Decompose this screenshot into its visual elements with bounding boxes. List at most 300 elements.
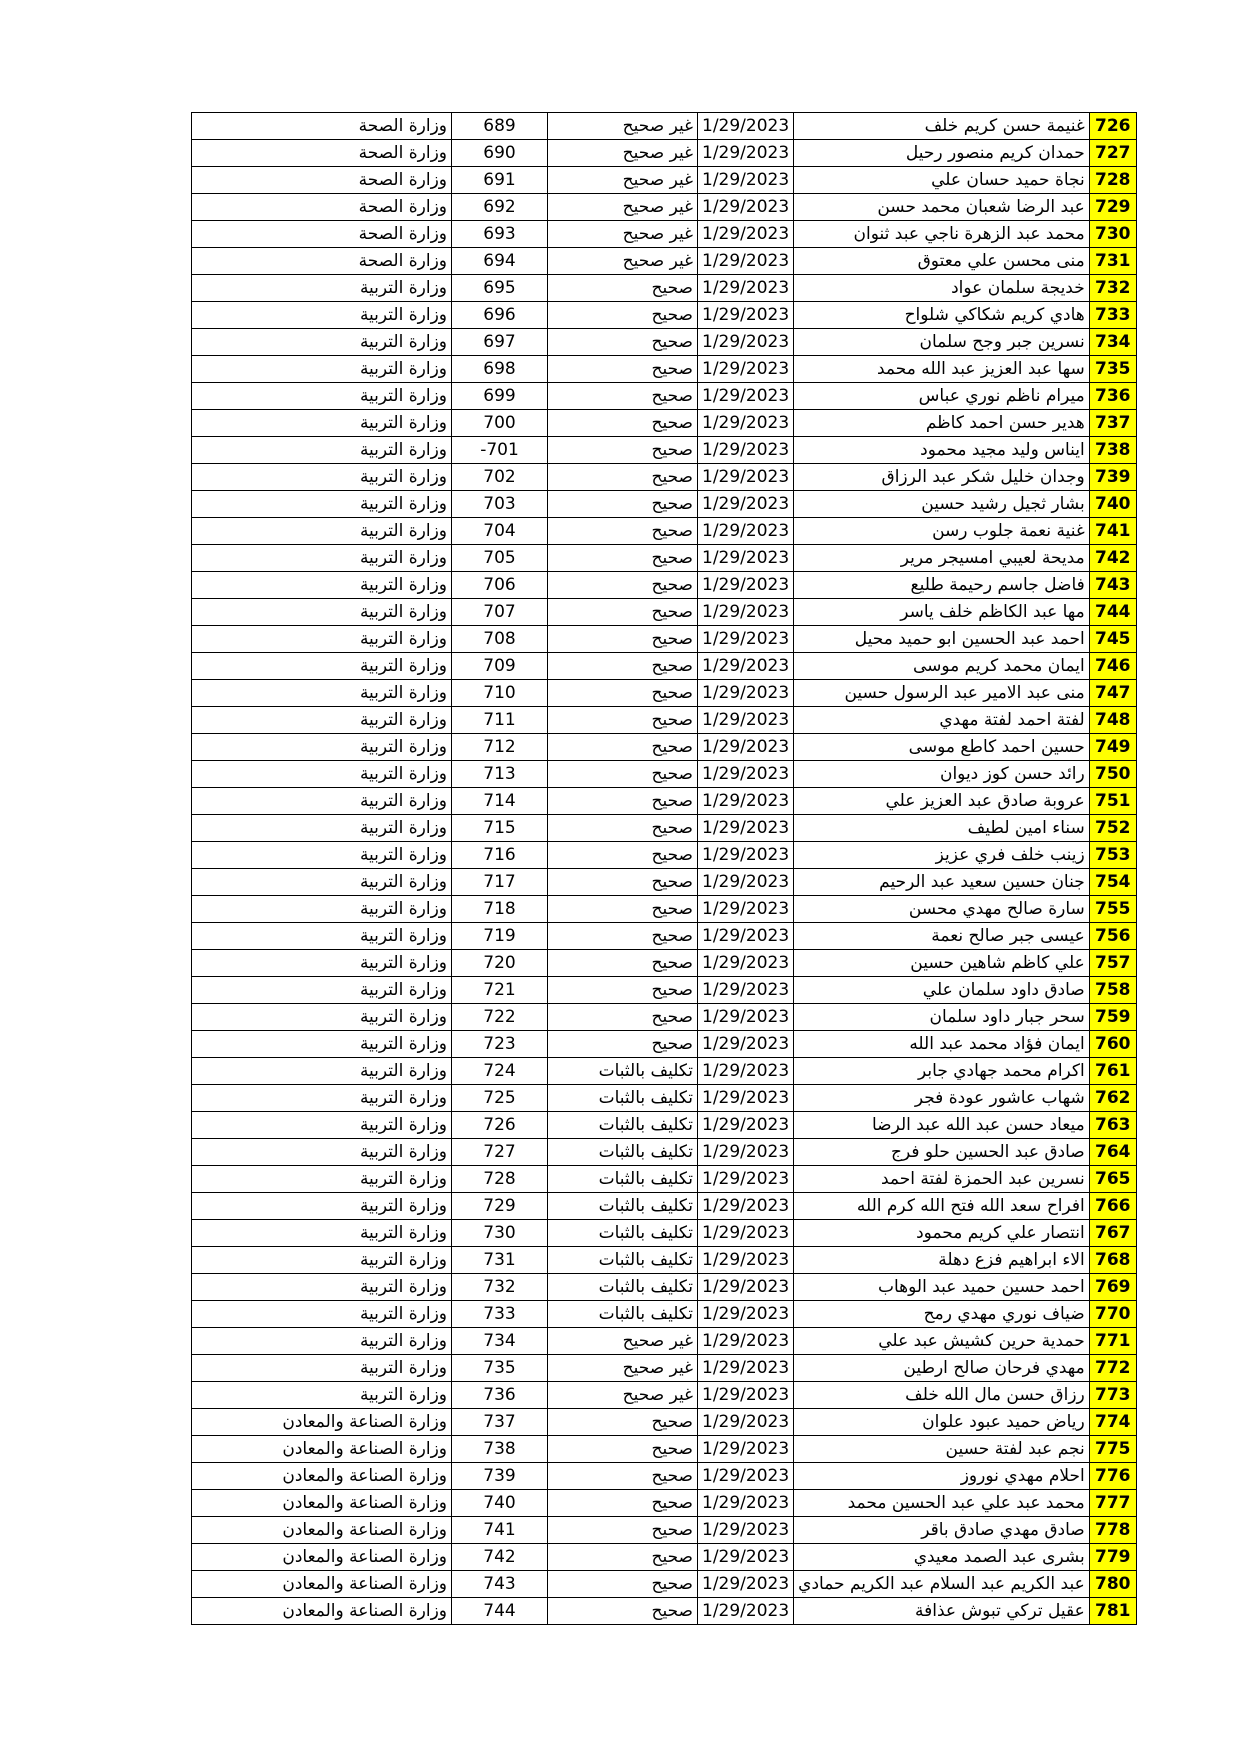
date-cell: 1/29/2023 — [698, 437, 794, 464]
table-row — [192, 977, 1137, 1004]
name-cell: ميعاد حسن عبد الله عبد الرضا — [794, 1112, 1090, 1139]
records-body — [192, 113, 1137, 1625]
number-cell: 734 — [452, 1328, 548, 1355]
number-cell: 744 — [452, 1598, 548, 1625]
table-row — [192, 491, 1137, 518]
number-cell: 737 — [452, 1409, 548, 1436]
table-row — [192, 572, 1137, 599]
ministry-cell: وزارة التربية — [192, 1166, 452, 1193]
status-cell: صحيح — [548, 356, 698, 383]
ministry-cell: وزارة الصناعة والمعادن — [192, 1436, 452, 1463]
number-cell: 718 — [452, 896, 548, 923]
ministry-cell: وزارة التربية — [192, 1382, 452, 1409]
ministry-cell: وزارة الصحة — [192, 194, 452, 221]
name-cell: حمدية حرين كشيش عبد علي — [794, 1328, 1090, 1355]
status-cell: تكليف بالثبات — [548, 1112, 698, 1139]
name-cell: رائد حسن كوز ديوان — [794, 761, 1090, 788]
table-row — [192, 167, 1137, 194]
ministry-cell: وزارة الصناعة والمعادن — [192, 1409, 452, 1436]
table-row — [192, 113, 1137, 140]
name-cell: حمدان كريم منصور رحيل — [794, 140, 1090, 167]
table-row — [192, 194, 1137, 221]
ministry-cell: وزارة التربية — [192, 1085, 452, 1112]
date-cell: 1/29/2023 — [698, 626, 794, 653]
name-cell: محمد عبد الزهرة ناجي عبد ثنوان — [794, 221, 1090, 248]
date-cell: 1/29/2023 — [698, 1031, 794, 1058]
sequence-cell: 732 — [1089, 275, 1136, 302]
date-cell: 1/29/2023 — [698, 1598, 794, 1625]
table-row — [192, 275, 1137, 302]
status-cell: غير صحيح — [548, 194, 698, 221]
status-cell: صحيح — [548, 545, 698, 572]
table-row — [192, 302, 1137, 329]
table-row — [192, 950, 1137, 977]
table-row — [192, 1301, 1137, 1328]
date-cell: 1/29/2023 — [698, 1571, 794, 1598]
number-cell: 727 — [452, 1139, 548, 1166]
name-cell: فاضل جاسم رحيمة طليع — [794, 572, 1090, 599]
table-row — [192, 788, 1137, 815]
table-row — [192, 815, 1137, 842]
ministry-cell: وزارة الصناعة والمعادن — [192, 1571, 452, 1598]
date-cell: 1/29/2023 — [698, 1301, 794, 1328]
sequence-cell: 781 — [1089, 1598, 1136, 1625]
number-cell: 694 — [452, 248, 548, 275]
table-row — [192, 437, 1137, 464]
status-cell: غير صحيح — [548, 113, 698, 140]
ministry-cell: وزارة التربية — [192, 1355, 452, 1382]
status-cell: تكليف بالثبات — [548, 1085, 698, 1112]
sequence-cell: 780 — [1089, 1571, 1136, 1598]
sequence-cell: 742 — [1089, 545, 1136, 572]
name-cell: ميرام ناظم نوري عباس — [794, 383, 1090, 410]
date-cell: 1/29/2023 — [698, 140, 794, 167]
sequence-cell: 745 — [1089, 626, 1136, 653]
date-cell: 1/29/2023 — [698, 761, 794, 788]
number-cell: 724 — [452, 1058, 548, 1085]
table-row — [192, 140, 1137, 167]
name-cell: ايمان فؤاد محمد عبد الله — [794, 1031, 1090, 1058]
status-cell: صحيح — [548, 1409, 698, 1436]
table-row — [192, 626, 1137, 653]
number-cell: 693 — [452, 221, 548, 248]
sequence-cell: 757 — [1089, 950, 1136, 977]
table-row — [192, 1193, 1137, 1220]
number-cell: 732 — [452, 1274, 548, 1301]
name-cell: منى محسن علي معتوق — [794, 248, 1090, 275]
number-cell: 695 — [452, 275, 548, 302]
table-row — [192, 221, 1137, 248]
ministry-cell: وزارة التربية — [192, 518, 452, 545]
number-cell: 713 — [452, 761, 548, 788]
name-cell: هدير حسن احمد كاظم — [794, 410, 1090, 437]
number-cell: 741 — [452, 1517, 548, 1544]
sequence-cell: 769 — [1089, 1274, 1136, 1301]
number-cell: 730 — [452, 1220, 548, 1247]
number-cell: 714 — [452, 788, 548, 815]
number-cell: 705 — [452, 545, 548, 572]
status-cell: صحيح — [548, 302, 698, 329]
ministry-cell: وزارة التربية — [192, 923, 452, 950]
name-cell: سها عبد العزيز عبد الله محمد — [794, 356, 1090, 383]
ministry-cell: وزارة التربية — [192, 680, 452, 707]
status-cell: صحيح — [548, 1517, 698, 1544]
number-cell: 696 — [452, 302, 548, 329]
sequence-cell: 774 — [1089, 1409, 1136, 1436]
date-cell: 1/29/2023 — [698, 1220, 794, 1247]
ministry-cell: وزارة التربية — [192, 329, 452, 356]
date-cell: 1/29/2023 — [698, 1382, 794, 1409]
table-row — [192, 248, 1137, 275]
ministry-cell: وزارة الصحة — [192, 113, 452, 140]
date-cell: 1/29/2023 — [698, 329, 794, 356]
name-cell: نجاة حميد حسان علي — [794, 167, 1090, 194]
date-cell: 1/29/2023 — [698, 950, 794, 977]
ministry-cell: وزارة الصحة — [192, 167, 452, 194]
date-cell: 1/29/2023 — [698, 1247, 794, 1274]
date-cell: 1/29/2023 — [698, 248, 794, 275]
ministry-cell: وزارة التربية — [192, 707, 452, 734]
number-cell: 720 — [452, 950, 548, 977]
ministry-cell: وزارة الصناعة والمعادن — [192, 1463, 452, 1490]
sequence-cell: 749 — [1089, 734, 1136, 761]
name-cell: صادق عبد الحسين حلو فرج — [794, 1139, 1090, 1166]
status-cell: تكليف بالثبات — [548, 1274, 698, 1301]
ministry-cell: وزارة التربية — [192, 599, 452, 626]
name-cell: صادق مهدي صادق باقر — [794, 1517, 1090, 1544]
status-cell: صحيح — [548, 275, 698, 302]
date-cell: 1/29/2023 — [698, 1085, 794, 1112]
name-cell: بشار ثجيل رشيد حسين — [794, 491, 1090, 518]
ministry-cell: وزارة التربية — [192, 1274, 452, 1301]
ministry-cell: وزارة التربية — [192, 653, 452, 680]
name-cell: وجدان خليل شكر عبد الرزاق — [794, 464, 1090, 491]
number-cell: 711 — [452, 707, 548, 734]
sequence-cell: 763 — [1089, 1112, 1136, 1139]
name-cell: سحر جبار داود سلمان — [794, 1004, 1090, 1031]
status-cell: تكليف بالثبات — [548, 1220, 698, 1247]
sequence-cell: 738 — [1089, 437, 1136, 464]
status-cell: صحيح — [548, 842, 698, 869]
ministry-cell: وزارة التربية — [192, 572, 452, 599]
date-cell: 1/29/2023 — [698, 1274, 794, 1301]
table-row — [192, 1031, 1137, 1058]
date-cell: 1/29/2023 — [698, 572, 794, 599]
number-cell: 704 — [452, 518, 548, 545]
sequence-cell: 762 — [1089, 1085, 1136, 1112]
table-row — [192, 1463, 1137, 1490]
ministry-cell: وزارة التربية — [192, 1193, 452, 1220]
name-cell: عبد الرضا شعبان محمد حسن — [794, 194, 1090, 221]
number-cell: 710 — [452, 680, 548, 707]
ministry-cell: وزارة التربية — [192, 545, 452, 572]
date-cell: 1/29/2023 — [698, 194, 794, 221]
ministry-cell: وزارة التربية — [192, 869, 452, 896]
date-cell: 1/29/2023 — [698, 1166, 794, 1193]
status-cell: صحيح — [548, 1490, 698, 1517]
name-cell: الاء ابراهيم فزع دهلة — [794, 1247, 1090, 1274]
sequence-cell: 751 — [1089, 788, 1136, 815]
sequence-cell: 758 — [1089, 977, 1136, 1004]
name-cell: نجم عبد لفتة حسين — [794, 1436, 1090, 1463]
date-cell: 1/29/2023 — [698, 896, 794, 923]
status-cell: صحيح — [548, 1571, 698, 1598]
number-cell: 721 — [452, 977, 548, 1004]
name-cell: بشرى عبد الصمد معيدي — [794, 1544, 1090, 1571]
ministry-cell: وزارة التربية — [192, 815, 452, 842]
date-cell: 1/29/2023 — [698, 518, 794, 545]
name-cell: مديحة لعيبي امسيجر مرير — [794, 545, 1090, 572]
name-cell: سناء امين لطيف — [794, 815, 1090, 842]
ministry-cell: وزارة التربية — [192, 1247, 452, 1274]
status-cell: صحيح — [548, 572, 698, 599]
name-cell: افراح سعد الله فتح الله كرم الله — [794, 1193, 1090, 1220]
status-cell: تكليف بالثبات — [548, 1193, 698, 1220]
table-row — [192, 1517, 1137, 1544]
number-cell: -701 — [452, 437, 548, 464]
number-cell: 691 — [452, 167, 548, 194]
number-cell: 703 — [452, 491, 548, 518]
status-cell: غير صحيح — [548, 248, 698, 275]
date-cell: 1/29/2023 — [698, 275, 794, 302]
ministry-cell: وزارة التربية — [192, 950, 452, 977]
date-cell: 1/29/2023 — [698, 977, 794, 1004]
name-cell: ايمان محمد كريم موسى — [794, 653, 1090, 680]
number-cell: 699 — [452, 383, 548, 410]
status-cell: صحيح — [548, 1004, 698, 1031]
number-cell: 708 — [452, 626, 548, 653]
status-cell: صحيح — [548, 1436, 698, 1463]
date-cell: 1/29/2023 — [698, 815, 794, 842]
date-cell: 1/29/2023 — [698, 464, 794, 491]
sequence-cell: 726 — [1089, 113, 1136, 140]
sequence-cell: 761 — [1089, 1058, 1136, 1085]
number-cell: 689 — [452, 113, 548, 140]
name-cell: شهاب عاشور عودة فجر — [794, 1085, 1090, 1112]
number-cell: 723 — [452, 1031, 548, 1058]
sequence-cell: 771 — [1089, 1328, 1136, 1355]
table-row — [192, 734, 1137, 761]
date-cell: 1/29/2023 — [698, 869, 794, 896]
ministry-cell: وزارة التربية — [192, 1031, 452, 1058]
number-cell: 729 — [452, 1193, 548, 1220]
name-cell: رياض حميد عبود علوان — [794, 1409, 1090, 1436]
date-cell: 1/29/2023 — [698, 1409, 794, 1436]
number-cell: 716 — [452, 842, 548, 869]
number-cell: 709 — [452, 653, 548, 680]
name-cell: عبد الكريم عبد السلام عبد الكريم حمادي — [794, 1571, 1090, 1598]
date-cell: 1/29/2023 — [698, 1112, 794, 1139]
status-cell: تكليف بالثبات — [548, 1247, 698, 1274]
date-cell: 1/29/2023 — [698, 1490, 794, 1517]
table-row — [192, 329, 1137, 356]
number-cell: 736 — [452, 1382, 548, 1409]
sequence-cell: 743 — [1089, 572, 1136, 599]
date-cell: 1/29/2023 — [698, 491, 794, 518]
table-row — [192, 599, 1137, 626]
date-cell: 1/29/2023 — [698, 1355, 794, 1382]
table-row — [192, 653, 1137, 680]
ministry-cell: وزارة التربية — [192, 896, 452, 923]
status-cell: صحيح — [548, 329, 698, 356]
ministry-cell: وزارة التربية — [192, 977, 452, 1004]
date-cell: 1/29/2023 — [698, 356, 794, 383]
ministry-cell: وزارة التربية — [192, 410, 452, 437]
sequence-cell: 778 — [1089, 1517, 1136, 1544]
date-cell: 1/29/2023 — [698, 653, 794, 680]
sequence-cell: 750 — [1089, 761, 1136, 788]
date-cell: 1/29/2023 — [698, 221, 794, 248]
status-cell: صحيح — [548, 464, 698, 491]
status-cell: تكليف بالثبات — [548, 1301, 698, 1328]
status-cell: صحيح — [548, 923, 698, 950]
sequence-cell: 767 — [1089, 1220, 1136, 1247]
name-cell: حسين احمد كاطع موسى — [794, 734, 1090, 761]
date-cell: 1/29/2023 — [698, 734, 794, 761]
date-cell: 1/29/2023 — [698, 167, 794, 194]
sequence-cell: 744 — [1089, 599, 1136, 626]
ministry-cell: وزارة التربية — [192, 1004, 452, 1031]
table-row — [192, 1382, 1137, 1409]
name-cell: رزاق حسن مال الله خلف — [794, 1382, 1090, 1409]
name-cell: جنان حسين سعيد عبد الرحيم — [794, 869, 1090, 896]
name-cell: مها عبد الكاظم خلف ياسر — [794, 599, 1090, 626]
table-row — [192, 356, 1137, 383]
ministry-cell: وزارة التربية — [192, 1220, 452, 1247]
table-row — [192, 1220, 1137, 1247]
sequence-cell: 739 — [1089, 464, 1136, 491]
table-row — [192, 842, 1137, 869]
table-row — [192, 518, 1137, 545]
name-cell: خديجة سلمان عواد — [794, 275, 1090, 302]
sequence-cell: 729 — [1089, 194, 1136, 221]
sequence-cell: 779 — [1089, 1544, 1136, 1571]
table-row — [192, 1139, 1137, 1166]
ministry-cell: وزارة التربية — [192, 626, 452, 653]
sequence-cell: 735 — [1089, 356, 1136, 383]
ministry-cell: وزارة التربية — [192, 356, 452, 383]
status-cell: صحيح — [548, 626, 698, 653]
ministry-cell: وزارة الصناعة والمعادن — [192, 1490, 452, 1517]
date-cell: 1/29/2023 — [698, 410, 794, 437]
sequence-cell: 728 — [1089, 167, 1136, 194]
status-cell: صحيح — [548, 734, 698, 761]
name-cell: مهدي فرحان صالح ارطين — [794, 1355, 1090, 1382]
table-row — [192, 1058, 1137, 1085]
status-cell: صحيح — [548, 383, 698, 410]
sequence-cell: 734 — [1089, 329, 1136, 356]
table-row — [192, 707, 1137, 734]
number-cell: 722 — [452, 1004, 548, 1031]
table-row — [192, 1571, 1137, 1598]
name-cell: انتصار علي كريم محمود — [794, 1220, 1090, 1247]
status-cell: غير صحيح — [548, 1328, 698, 1355]
table-row — [192, 545, 1137, 572]
table-row — [192, 923, 1137, 950]
name-cell: نسرين عبد الحمزة لفتة احمد — [794, 1166, 1090, 1193]
status-cell: صحيح — [548, 707, 698, 734]
date-cell: 1/29/2023 — [698, 302, 794, 329]
name-cell: منى عبد الامير عبد الرسول حسين — [794, 680, 1090, 707]
name-cell: ايناس وليد مجيد محمود — [794, 437, 1090, 464]
sequence-cell: 754 — [1089, 869, 1136, 896]
ministry-cell: وزارة الصحة — [192, 140, 452, 167]
name-cell: محمد عبد علي عبد الحسين محمد — [794, 1490, 1090, 1517]
ministry-cell: وزارة التربية — [192, 437, 452, 464]
table-row — [192, 1328, 1137, 1355]
number-cell: 717 — [452, 869, 548, 896]
status-cell: صحيح — [548, 869, 698, 896]
sequence-cell: 746 — [1089, 653, 1136, 680]
ministry-cell: وزارة التربية — [192, 464, 452, 491]
name-cell: صادق داود سلمان علي — [794, 977, 1090, 1004]
sequence-cell: 747 — [1089, 680, 1136, 707]
number-cell: 698 — [452, 356, 548, 383]
date-cell: 1/29/2023 — [698, 788, 794, 815]
status-cell: غير صحيح — [548, 140, 698, 167]
status-cell: صحيح — [548, 518, 698, 545]
name-cell: سارة صالح مهدي محسن — [794, 896, 1090, 923]
number-cell: 743 — [452, 1571, 548, 1598]
status-cell: صحيح — [548, 896, 698, 923]
number-cell: 728 — [452, 1166, 548, 1193]
table-row — [192, 896, 1137, 923]
number-cell: 739 — [452, 1463, 548, 1490]
sequence-cell: 736 — [1089, 383, 1136, 410]
status-cell: صحيح — [548, 599, 698, 626]
sequence-cell: 770 — [1089, 1301, 1136, 1328]
date-cell: 1/29/2023 — [698, 599, 794, 626]
date-cell: 1/29/2023 — [698, 1193, 794, 1220]
date-cell: 1/29/2023 — [698, 707, 794, 734]
status-cell: غير صحيح — [548, 221, 698, 248]
sequence-cell: 741 — [1089, 518, 1136, 545]
status-cell: تكليف بالثبات — [548, 1166, 698, 1193]
number-cell: 690 — [452, 140, 548, 167]
table-row — [192, 1355, 1137, 1382]
ministry-cell: وزارة التربية — [192, 1301, 452, 1328]
name-cell: عروبة صادق عبد العزيز علي — [794, 788, 1090, 815]
ministry-cell: وزارة التربية — [192, 788, 452, 815]
status-cell: تكليف بالثبات — [548, 1139, 698, 1166]
name-cell: عقيل تركي تبوش عذافة — [794, 1598, 1090, 1625]
date-cell: 1/29/2023 — [698, 383, 794, 410]
status-cell: صحيح — [548, 1598, 698, 1625]
name-cell: عيسى جبر صالح نعمة — [794, 923, 1090, 950]
number-cell: 738 — [452, 1436, 548, 1463]
sequence-cell: 765 — [1089, 1166, 1136, 1193]
table-row — [192, 869, 1137, 896]
date-cell: 1/29/2023 — [698, 923, 794, 950]
table-row — [192, 383, 1137, 410]
name-cell: زينب خلف فري عزيز — [794, 842, 1090, 869]
sequence-cell: 768 — [1089, 1247, 1136, 1274]
ministry-cell: وزارة الصناعة والمعادن — [192, 1598, 452, 1625]
sequence-cell: 740 — [1089, 491, 1136, 518]
status-cell: صحيح — [548, 1544, 698, 1571]
number-cell: 726 — [452, 1112, 548, 1139]
table-row — [192, 1112, 1137, 1139]
ministry-cell: وزارة الصحة — [192, 221, 452, 248]
date-cell: 1/29/2023 — [698, 680, 794, 707]
name-cell: احمد عبد الحسين ابو حميد محيل — [794, 626, 1090, 653]
ministry-cell: وزارة الصناعة والمعادن — [192, 1517, 452, 1544]
date-cell: 1/29/2023 — [698, 113, 794, 140]
number-cell: 702 — [452, 464, 548, 491]
name-cell: هادي كريم شكاكي شلواح — [794, 302, 1090, 329]
table-row — [192, 1544, 1137, 1571]
number-cell: 706 — [452, 572, 548, 599]
